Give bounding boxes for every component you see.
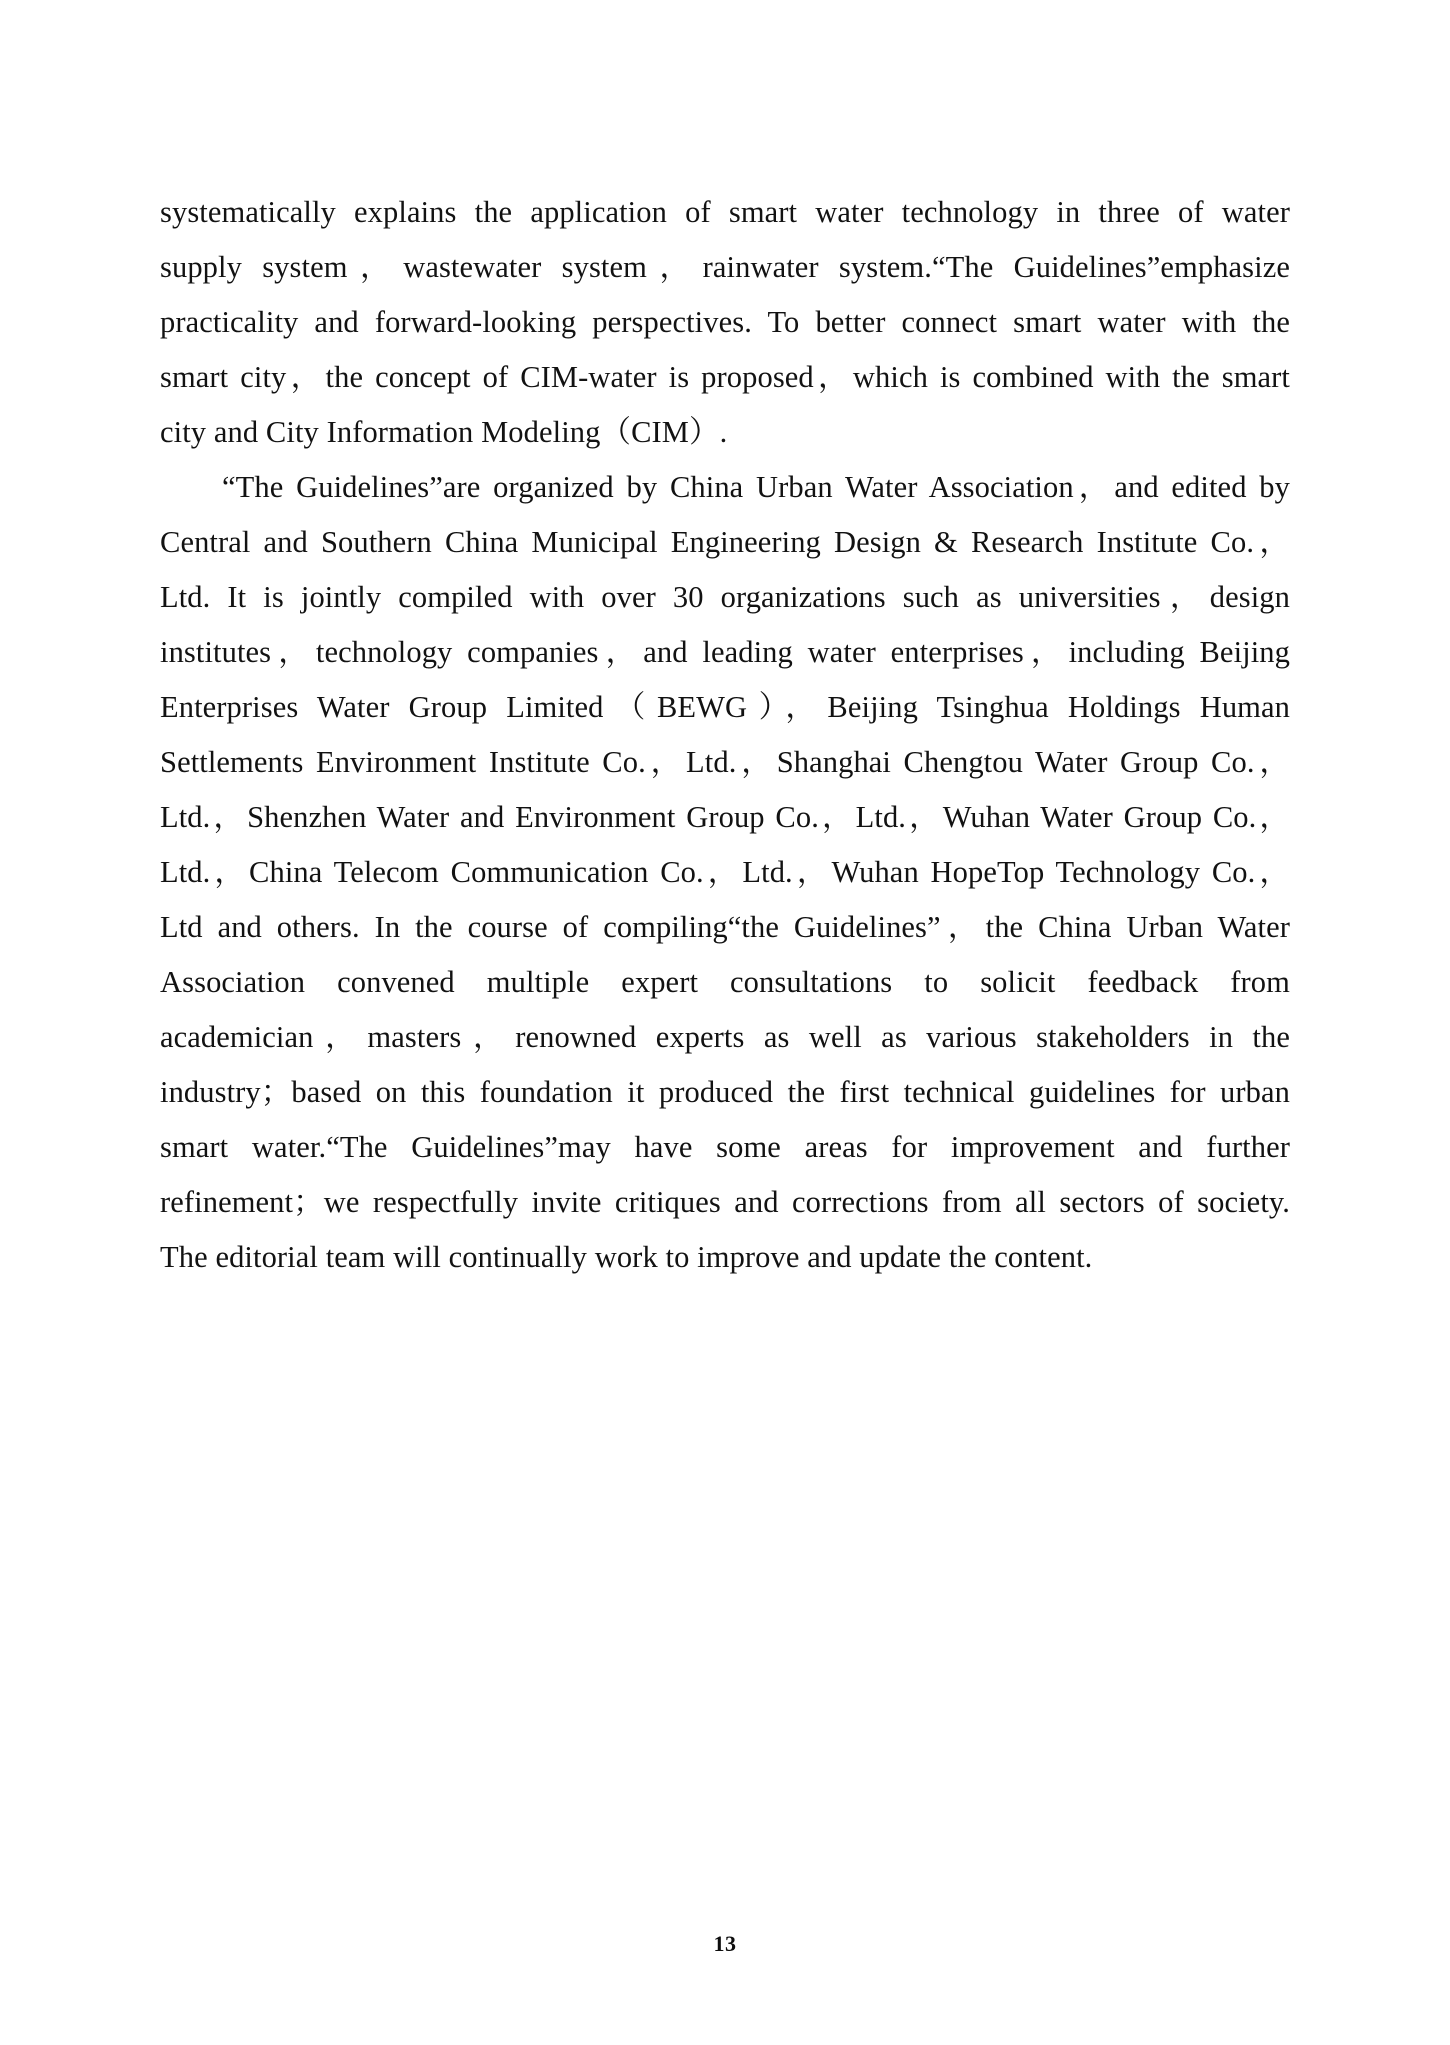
text-line: city and City Information Modeling（CIM）. xyxy=(160,415,728,449)
text-line: industry；based on this foundation it produced the first technical guidelines for urban xyxy=(160,1075,1290,1109)
text-line: smart water.“The Guidelines”may have some areas for improvement and further xyxy=(160,1130,1290,1164)
paragraph-1 xyxy=(160,185,1290,460)
text-line: smart city，the concept of CIM-water is proposed，which is combined with the smart xyxy=(160,360,1290,394)
text-line: Enterprises Water Group Limited（BEWG），Beijing Tsinghua Holdings Human xyxy=(160,690,1290,724)
text-line: “The Guidelines”are organized by China Urban Water Association，and edited by xyxy=(222,470,1290,504)
page-number: 13 xyxy=(713,1931,737,1956)
paragraph-2 xyxy=(160,460,1290,1285)
body-text-column xyxy=(160,185,1290,1285)
text-line: refinement；we respectfully invite critiques and corrections from all sectors of society. xyxy=(160,1185,1290,1219)
text-line: academician，masters，renowned experts as well as various stakeholders in the xyxy=(160,1020,1290,1054)
text-line: Association convened multiple expert consultations to solicit feedback from xyxy=(160,965,1290,999)
text-line: practicality and forward-looking perspectives. To better connect smart water with the xyxy=(160,305,1290,339)
text-line: Ltd and others. In the course of compiling“the Guidelines”，the China Urban Water xyxy=(160,910,1290,944)
text-line: Ltd.，Shenzhen Water and Environment Group Co.，Ltd.，Wuhan Water Group Co.， xyxy=(160,800,1290,834)
text-line: Settlements Environment Institute Co.，Ltd.，Shanghai Chengtou Water Group Co.， xyxy=(160,745,1290,779)
text-line: Ltd. It is jointly compiled with over 30 organizations such as universities，design xyxy=(160,580,1290,614)
text-line: institutes，technology companies，and leading water enterprises，including Beijing xyxy=(160,635,1290,669)
text-line: systematically explains the application of smart water technology in three of water xyxy=(160,195,1290,229)
text-line: The editorial team will continually work to improve and update the content. xyxy=(160,1240,1093,1274)
text-line: Central and Southern China Municipal Engineering Design & Research Institute Co.， xyxy=(160,525,1290,559)
text-line: supply system，wastewater system，rainwater system.“The Guidelines”emphasize xyxy=(160,250,1290,284)
text-line: Ltd.，China Telecom Communication Co.，Ltd.，Wuhan HopeTop Technology Co.， xyxy=(160,855,1290,889)
